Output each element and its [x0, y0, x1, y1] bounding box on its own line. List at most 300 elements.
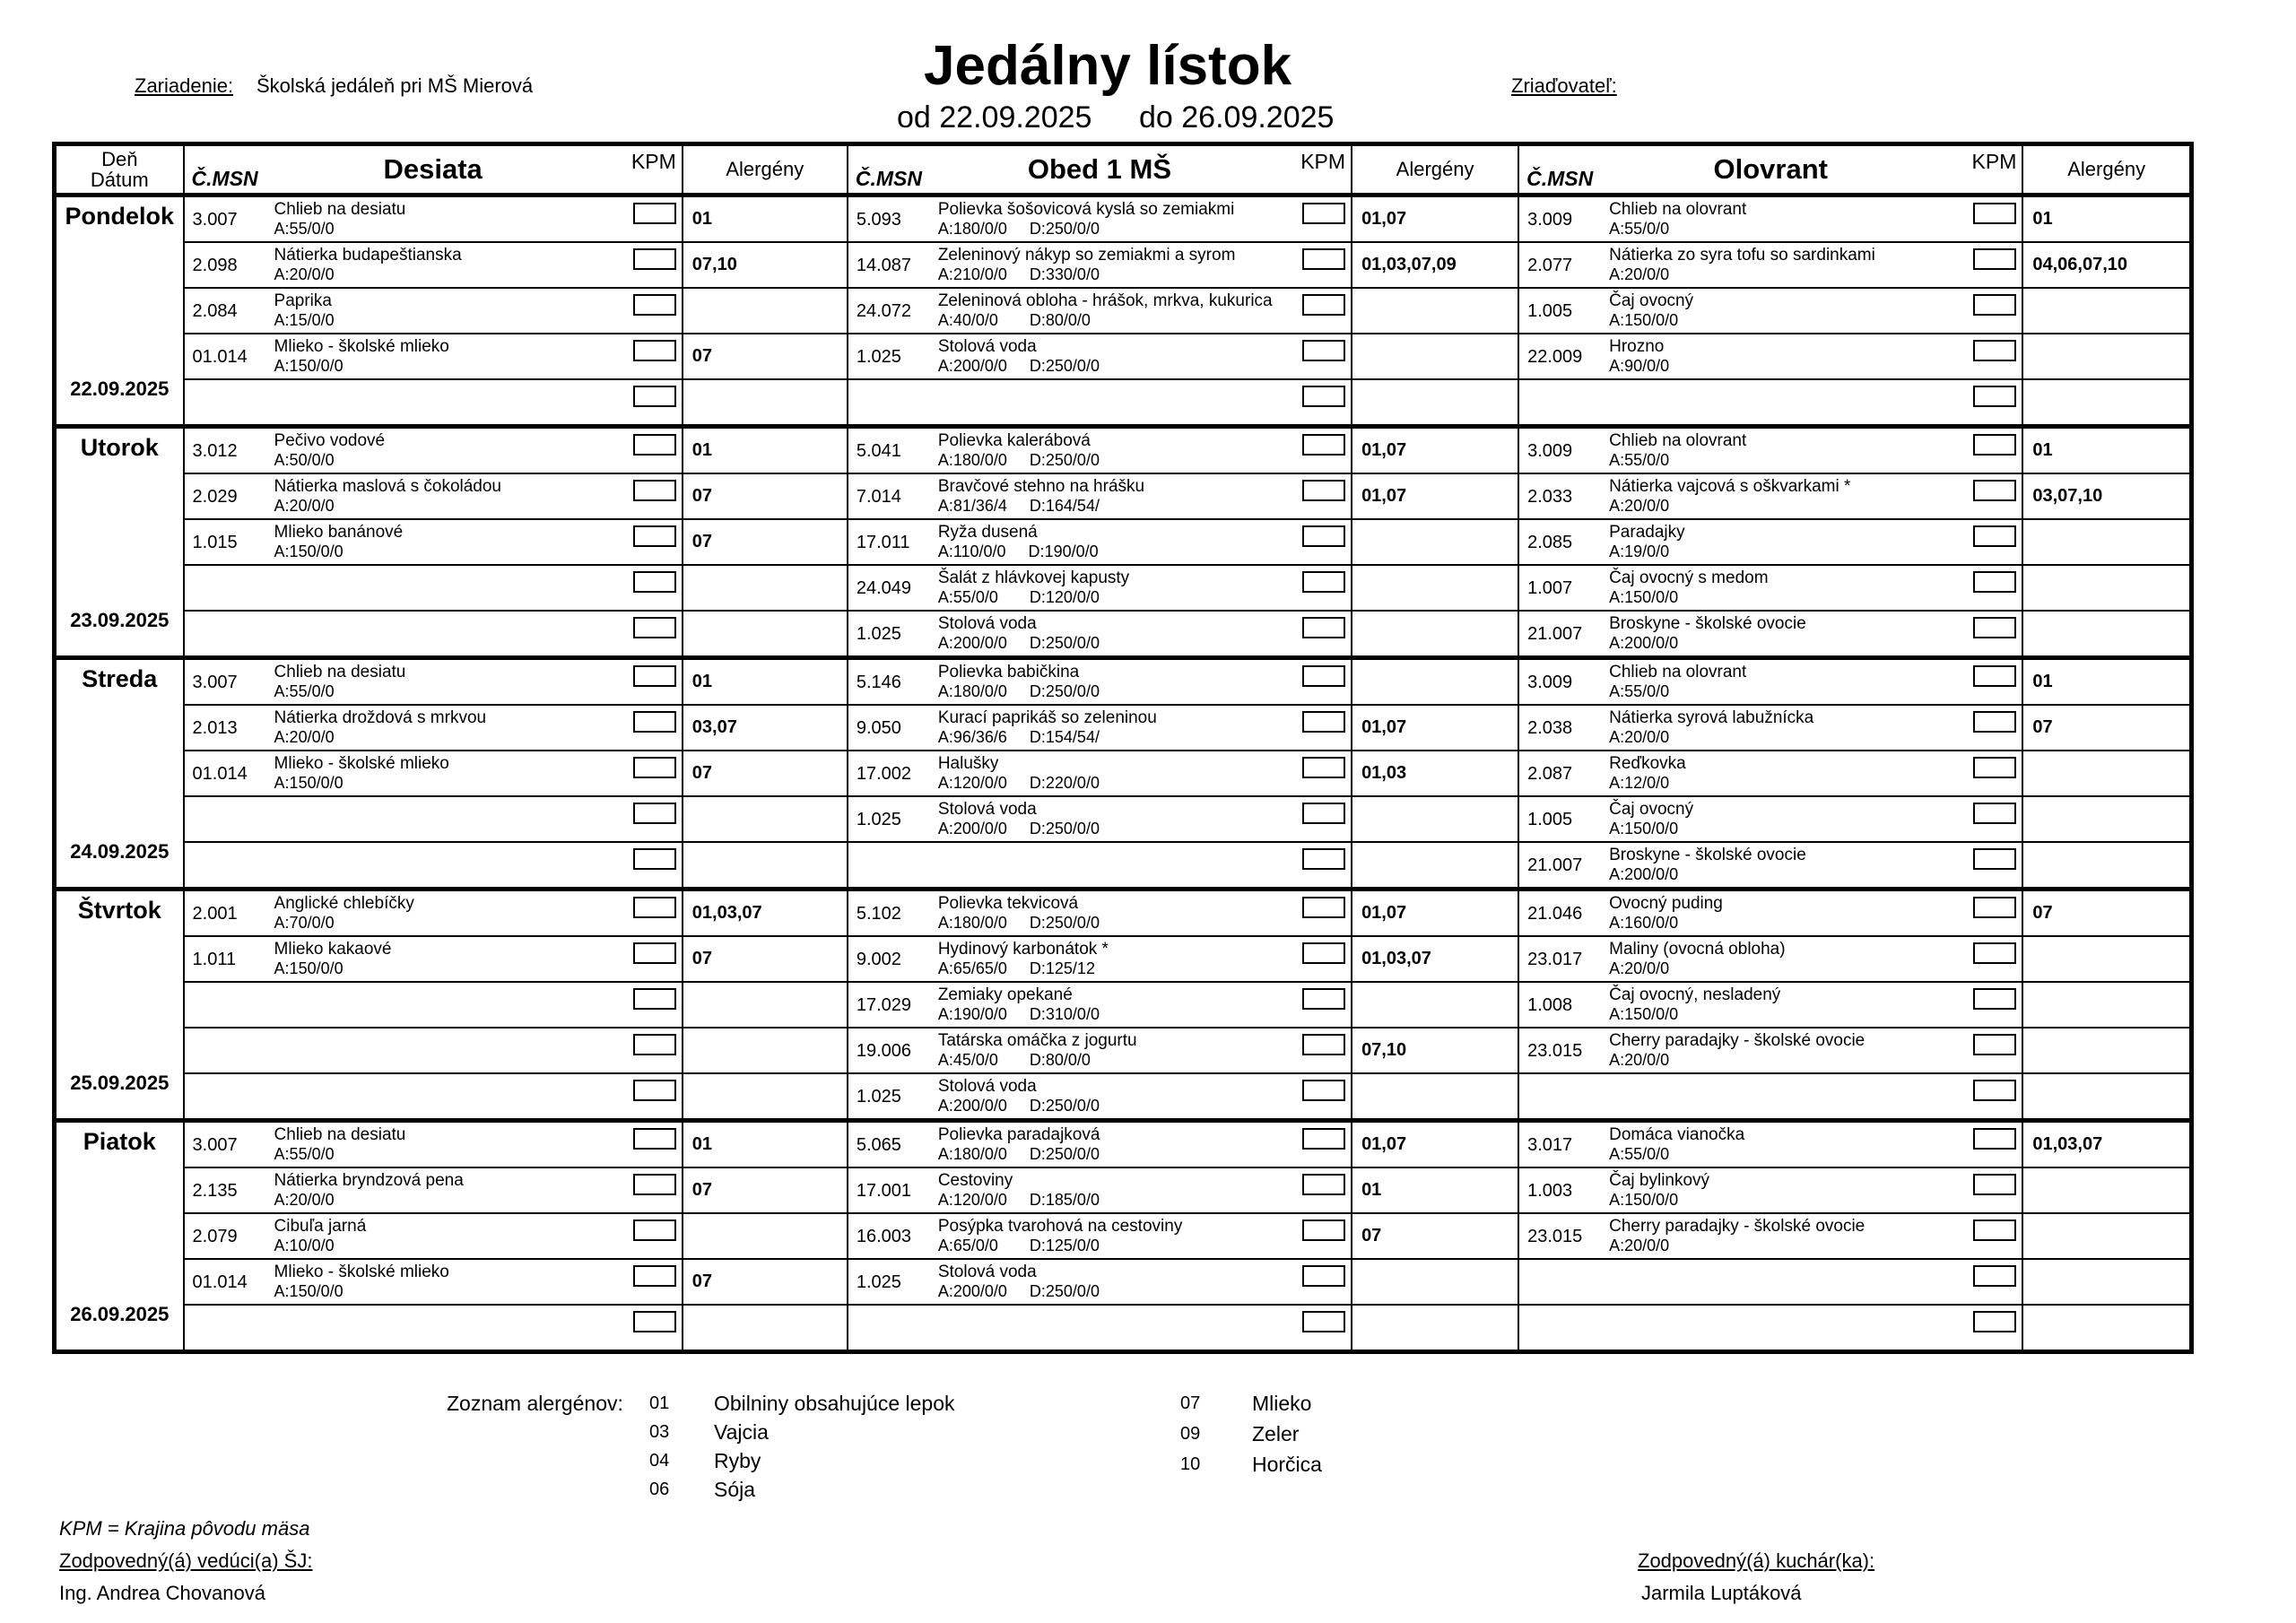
- menu-row: [55, 936, 2192, 982]
- item-portion: A:55/0/0: [274, 220, 335, 238]
- item-allergens: [2022, 1305, 2191, 1352]
- item-portion: A:20/0/0: [1609, 497, 1670, 515]
- kpm-box: [1302, 988, 1345, 1010]
- item-name: Ovocný puding: [1609, 894, 1723, 913]
- item-code: 3.009: [1527, 210, 1573, 230]
- msn-header: Č.MSN: [191, 167, 258, 190]
- kpm-box: [633, 848, 676, 870]
- kpm-box: [633, 1265, 676, 1287]
- kpm-header: KPM: [631, 150, 676, 173]
- item-allergens: 01: [683, 195, 848, 243]
- item-code: 1.025: [856, 1087, 901, 1107]
- kpm-box: [633, 1080, 676, 1101]
- menu-row: [55, 519, 2192, 565]
- day-name: Streda: [82, 665, 158, 692]
- meal-item-cell: [1518, 195, 2022, 243]
- menu-row: [55, 334, 2192, 379]
- meal-item-cell: [184, 242, 683, 288]
- kpm-box: [1973, 1265, 2016, 1287]
- menu-row: [55, 1121, 2192, 1168]
- meal-item-cell: [1518, 796, 2022, 842]
- item-allergens: 07: [683, 473, 848, 519]
- item-allergens: [1352, 565, 1518, 611]
- meal-item-cell: [184, 890, 683, 937]
- item-allergens: 07: [683, 334, 848, 379]
- meal-item-cell: [848, 890, 1352, 937]
- menu-row: [55, 890, 2192, 937]
- item-allergens: [2022, 1259, 2191, 1305]
- kpm-box: [1973, 1034, 2016, 1055]
- item-allergens: 01: [683, 658, 848, 706]
- kpm-box: [633, 942, 676, 964]
- item-portion: A:55/0/0: [274, 1145, 335, 1163]
- item-code: 17.001: [856, 1181, 911, 1201]
- legend-code: 01: [649, 1393, 670, 1413]
- meal-item-cell: [1518, 890, 2022, 937]
- item-code: 7.014: [856, 487, 901, 507]
- legend-name: Obilniny obsahujúce lepok: [714, 1392, 955, 1415]
- legend-name: Zeler: [1252, 1422, 1300, 1445]
- item-code: 1.005: [1527, 810, 1573, 829]
- item-code: 24.049: [856, 578, 911, 598]
- item-allergens: 07: [683, 751, 848, 796]
- item-portion: A:55/0/0 D:120/0/0: [937, 588, 1100, 606]
- menu-row: [55, 1259, 2192, 1305]
- meal-item-cell: [1518, 1305, 2022, 1352]
- item-portion: A:200/0/0: [1609, 865, 1679, 883]
- item-allergens: 01,03,07: [2022, 1121, 2191, 1168]
- meal-header-obed: Obed 1 MŠ: [1027, 153, 1172, 185]
- item-code: 3.009: [1527, 673, 1573, 692]
- item-code: 17.029: [856, 995, 911, 1015]
- item-name: Halušky: [937, 754, 999, 773]
- item-allergens: 07: [2022, 890, 2191, 937]
- meal-item-cell: [1518, 473, 2022, 519]
- item-name: Mlieko banánové: [274, 523, 404, 542]
- menu-row: [55, 751, 2192, 796]
- kpm-box: [1302, 848, 1345, 870]
- item-allergens: 01,03,07,09: [1352, 242, 1518, 288]
- item-name: Reďkovka: [1609, 754, 1686, 773]
- item-allergens: [683, 565, 848, 611]
- meal-item-cell: [184, 334, 683, 379]
- kpm-box: [1302, 1174, 1345, 1195]
- item-code: 23.015: [1527, 1227, 1583, 1246]
- kpm-box: [633, 1128, 676, 1150]
- item-name: Stolová voda: [937, 614, 1037, 633]
- date-header-label: Dátum: [90, 169, 149, 191]
- kpm-box: [1973, 1219, 2016, 1241]
- item-portion: A:150/0/0: [274, 357, 344, 375]
- kpm-box: [1973, 897, 2016, 918]
- item-allergens: 07,10: [683, 242, 848, 288]
- menu-row: [55, 1073, 2192, 1121]
- item-code: 5.093: [856, 210, 901, 230]
- item-portion: A:110/0/0 D:190/0/0: [937, 542, 1099, 560]
- item-portion: A:150/0/0: [1609, 820, 1679, 838]
- menu-row: [55, 288, 2192, 334]
- meal-item-cell: [848, 1073, 1352, 1121]
- kpm-box: [633, 897, 676, 918]
- item-allergens: [2022, 519, 2191, 565]
- day-date: 25.09.2025: [70, 1072, 170, 1094]
- kpm-box: [1302, 617, 1345, 638]
- kpm-box: [1302, 1265, 1345, 1287]
- kpm-box: [633, 340, 676, 361]
- kpm-box: [633, 1174, 676, 1195]
- item-code: 1.007: [1527, 578, 1573, 598]
- item-portion: A:20/0/0: [1609, 959, 1670, 977]
- legend-name: Ryby: [714, 1449, 761, 1472]
- item-code: 2.087: [1527, 764, 1573, 784]
- meal-item-cell: [848, 796, 1352, 842]
- item-allergens: 07: [1352, 1213, 1518, 1259]
- meal-item-cell: [1518, 519, 2022, 565]
- item-name: Maliny (ovocná obloha): [1609, 940, 1786, 959]
- meal-item-cell: [184, 1259, 683, 1305]
- header-row: [55, 144, 2192, 195]
- legend-name: Mlieko: [1252, 1392, 1312, 1415]
- day-date: 24.09.2025: [70, 840, 170, 863]
- meal-header-desiata: Desiata: [383, 153, 483, 185]
- meal-item-cell: [848, 1028, 1352, 1073]
- legend-code: 06: [649, 1480, 670, 1499]
- kpm-box: [633, 480, 676, 501]
- item-portion: A:20/0/0: [274, 1191, 335, 1209]
- menu-row: [55, 842, 2192, 890]
- item-portion: A:150/0/0: [1609, 588, 1679, 606]
- item-portion: A:65/65/0 D:125/12: [937, 959, 1095, 977]
- item-portion: A:120/0/0 D:220/0/0: [937, 774, 1100, 792]
- item-name: Cherry paradajky - školské ovocie: [1609, 1217, 1866, 1236]
- kpm-box: [633, 248, 676, 270]
- meal-item-cell: [848, 473, 1352, 519]
- kpm-box: [1973, 248, 2016, 270]
- kpm-box: [1973, 617, 2016, 638]
- item-code: 1.025: [856, 1272, 901, 1292]
- item-allergens: [683, 1213, 848, 1259]
- day-header-label: Deň: [101, 148, 138, 170]
- kpm-box: [1973, 203, 2016, 224]
- kpm-box: [1973, 803, 2016, 824]
- kpm-box: [1973, 665, 2016, 687]
- meal-item-cell: [848, 1305, 1352, 1352]
- meal-item-cell: [184, 565, 683, 611]
- manager-name: Ing. Andrea Chovanová: [59, 1582, 265, 1604]
- allergens-header: Alergény: [1352, 144, 1518, 195]
- meal-item-cell: [1518, 242, 2022, 288]
- item-portion: A:190/0/0 D:310/0/0: [937, 1005, 1100, 1023]
- item-portion: A:180/0/0 D:250/0/0: [937, 220, 1100, 238]
- meal-item-cell: [848, 936, 1352, 982]
- item-code: 17.011: [856, 533, 910, 552]
- menu-row: [55, 565, 2192, 611]
- item-portion: A:180/0/0 D:250/0/0: [937, 1145, 1100, 1163]
- item-name: Polievka šošovicová kyslá so zemiakmi: [937, 200, 1235, 219]
- allergens-header: Alergény: [2022, 144, 2191, 195]
- item-allergens: [683, 611, 848, 658]
- menu-row: [55, 242, 2192, 288]
- item-allergens: 01,03,07: [1352, 936, 1518, 982]
- item-allergens: [1352, 1305, 1518, 1352]
- meal-item-cell: [848, 242, 1352, 288]
- meal-item-cell: [848, 1213, 1352, 1259]
- kpm-box: [1302, 434, 1345, 456]
- item-code: 22.009: [1527, 347, 1583, 367]
- cook-name: Jarmila Luptáková: [1641, 1582, 1802, 1604]
- kpm-box: [1973, 988, 2016, 1010]
- item-portion: A:150/0/0: [1609, 1005, 1679, 1023]
- item-allergens: [2022, 796, 2191, 842]
- item-allergens: 01: [683, 427, 848, 474]
- item-code: 3.007: [192, 1135, 238, 1155]
- item-portion: A:150/0/0: [274, 1282, 344, 1300]
- item-portion: A:81/36/4 D:164/54/: [937, 497, 1100, 515]
- legend-code: 09: [1180, 1424, 1201, 1444]
- item-name: Stolová voda: [937, 1077, 1037, 1096]
- kpm-box: [1973, 1174, 2016, 1195]
- item-portion: A:65/0/0 D:125/0/0: [937, 1237, 1100, 1254]
- kpm-box: [1973, 480, 2016, 501]
- meal-item-cell: [1518, 705, 2022, 751]
- meal-item-cell: [1518, 611, 2022, 658]
- legend-name: Sója: [714, 1478, 756, 1501]
- day-cell: [55, 195, 184, 427]
- item-name: Stolová voda: [937, 1263, 1037, 1281]
- item-portion: A:55/0/0: [1609, 1145, 1670, 1163]
- item-name: Čaj ovocný: [1609, 800, 1694, 819]
- page-title: Jedálny lístok: [924, 35, 1292, 97]
- item-allergens: 07: [683, 1259, 848, 1305]
- item-portion: A:200/0/0 D:250/0/0: [937, 634, 1100, 652]
- legend-name: Vajcia: [714, 1420, 769, 1444]
- item-portion: A:200/0/0 D:250/0/0: [937, 820, 1100, 838]
- day-cell: [55, 890, 184, 1121]
- meal-item-cell: [848, 751, 1352, 796]
- item-portion: A:20/0/0: [1609, 265, 1670, 283]
- kpm-box: [1302, 571, 1345, 593]
- item-allergens: 01,03: [1352, 751, 1518, 796]
- menu-row: [55, 1213, 2192, 1259]
- meal-item-cell: [1518, 288, 2022, 334]
- kpm-box: [1973, 942, 2016, 964]
- meal-item-cell: [184, 1121, 683, 1168]
- item-name: Kurací paprikáš so zeleninou: [937, 708, 1157, 727]
- item-allergens: [1352, 288, 1518, 334]
- item-allergens: [1352, 1073, 1518, 1121]
- item-code: 1.015: [192, 533, 238, 552]
- item-allergens: [683, 796, 848, 842]
- kpm-box: [1973, 848, 2016, 870]
- kpm-box: [1302, 1080, 1345, 1101]
- legend-code: 04: [649, 1451, 670, 1471]
- kpm-box: [1302, 1311, 1345, 1332]
- item-name: Polievka tekvicová: [937, 894, 1079, 913]
- item-portion: A:55/0/0: [1609, 220, 1670, 238]
- item-portion: A:70/0/0: [274, 914, 335, 932]
- item-portion: A:160/0/0: [1609, 914, 1679, 932]
- meal-item-cell: [184, 982, 683, 1028]
- meal-item-cell: [1518, 658, 2022, 706]
- item-allergens: 07: [2022, 705, 2191, 751]
- meal-item-cell: [184, 379, 683, 427]
- item-name: Nátierka syrová labužnícka: [1609, 708, 1814, 727]
- item-code: 17.002: [856, 764, 911, 784]
- item-allergens: [1352, 842, 1518, 890]
- item-allergens: [2022, 1167, 2191, 1213]
- meal-item-cell: [184, 1167, 683, 1213]
- meal-item-cell: [848, 565, 1352, 611]
- meal-item-cell: [184, 936, 683, 982]
- item-allergens: 07: [683, 936, 848, 982]
- meal-item-cell: [848, 1167, 1352, 1213]
- meal-item-cell: [1518, 1213, 2022, 1259]
- item-code: 19.006: [856, 1041, 911, 1061]
- item-code: 1.025: [856, 624, 901, 644]
- kpm-box: [633, 757, 676, 778]
- item-code: 5.102: [856, 904, 901, 924]
- item-name: Stolová voda: [937, 800, 1037, 819]
- item-name: Domáca vianočka: [1609, 1125, 1745, 1144]
- item-portion: A:96/36/6 D:154/54/: [937, 728, 1100, 746]
- item-allergens: 07: [683, 519, 848, 565]
- item-portion: A:19/0/0: [1609, 542, 1670, 560]
- item-code: 9.002: [856, 950, 901, 969]
- item-allergens: [683, 379, 848, 427]
- item-portion: A:150/0/0: [274, 959, 344, 977]
- item-allergens: 04,06,07,10: [2022, 242, 2191, 288]
- kpm-box: [1302, 665, 1345, 687]
- meal-item-cell: [848, 658, 1352, 706]
- item-allergens: [2022, 936, 2191, 982]
- item-allergens: [1352, 611, 1518, 658]
- item-name: Mlieko - školské mlieko: [274, 337, 449, 356]
- kpm-box: [1302, 942, 1345, 964]
- facility-value: Školská jedáleň pri MŠ Mierová: [257, 74, 534, 97]
- meal-item-cell: [1518, 427, 2022, 474]
- manager-label: Zodpovedný(á) vedúci(a) ŠJ:: [59, 1549, 313, 1572]
- item-name: Mlieko kakaové: [274, 940, 392, 959]
- item-portion: A:150/0/0: [274, 774, 344, 792]
- meal-item-cell: [184, 1073, 683, 1121]
- kpm-box: [1973, 711, 2016, 733]
- item-portion: A:10/0/0: [274, 1237, 335, 1254]
- kpm-box: [633, 665, 676, 687]
- day-cell: [55, 427, 184, 658]
- kpm-box: [1302, 1128, 1345, 1150]
- olovrant-header: [1518, 144, 2022, 195]
- item-code: 24.072: [856, 301, 911, 321]
- item-allergens: [683, 1073, 848, 1121]
- legend-name: Horčica: [1252, 1453, 1322, 1476]
- item-allergens: [2022, 1028, 2191, 1073]
- date-to: do 26.09.2025: [1139, 100, 1335, 135]
- item-portion: A:210/0/0 D:330/0/0: [937, 265, 1100, 283]
- item-portion: A:20/0/0: [1609, 1051, 1670, 1069]
- meal-item-cell: [848, 842, 1352, 890]
- item-code: 01.014: [192, 1272, 248, 1292]
- item-portion: A:150/0/0: [1609, 1191, 1679, 1209]
- item-name: Šalát z hlávkovej kapusty: [937, 568, 1130, 587]
- menu-row: [55, 705, 2192, 751]
- meal-item-cell: [184, 751, 683, 796]
- meal-item-cell: [1518, 1028, 2022, 1073]
- item-allergens: 01: [683, 1121, 848, 1168]
- kpm-box: [1302, 203, 1345, 224]
- kpm-box: [1302, 294, 1345, 316]
- menu-row: [55, 1167, 2192, 1213]
- kpm-box: [1302, 386, 1345, 407]
- item-name: Čaj ovocný s medom: [1609, 568, 1769, 587]
- meal-item-cell: [848, 427, 1352, 474]
- meal-item-cell: [848, 1259, 1352, 1305]
- item-allergens: 01: [2022, 195, 2191, 243]
- meal-item-cell: [1518, 1121, 2022, 1168]
- item-allergens: [2022, 1073, 2191, 1121]
- item-name: Anglické chlebíčky: [274, 894, 414, 913]
- item-code: 14.087: [856, 256, 911, 275]
- meal-header-olovrant: Olovrant: [1713, 153, 1828, 185]
- item-code: 2.085: [1527, 533, 1573, 552]
- kpm-box: [633, 434, 676, 456]
- item-code: 5.041: [856, 441, 901, 461]
- item-name: Hrozno: [1609, 337, 1665, 356]
- kpm-header: KPM: [1971, 150, 2017, 173]
- item-name: Broskyne - školské ovocie: [1609, 846, 1806, 864]
- item-allergens: 01: [2022, 427, 2191, 474]
- item-code: 2.098: [192, 256, 238, 275]
- item-allergens: [683, 288, 848, 334]
- kpm-box: [633, 1219, 676, 1241]
- item-code: 3.007: [192, 673, 238, 692]
- item-allergens: [683, 982, 848, 1028]
- allergens-header: Alergény: [683, 144, 848, 195]
- kpm-box: [633, 988, 676, 1010]
- kpm-box: [1973, 571, 2016, 593]
- menu-row: [55, 611, 2192, 658]
- item-name: Čaj ovocný, nesladený: [1609, 985, 1781, 1004]
- item-allergens: [1352, 796, 1518, 842]
- founder-label: Zriaďovateľ:: [1511, 74, 1617, 97]
- item-name: Čaj bylinkový: [1609, 1171, 1710, 1190]
- item-code: 2.013: [192, 718, 238, 738]
- item-portion: A:40/0/0 D:80/0/0: [937, 311, 1091, 329]
- kpm-box: [633, 711, 676, 733]
- item-name: Mlieko - školské mlieko: [274, 1263, 449, 1281]
- item-code: 23.015: [1527, 1041, 1583, 1061]
- item-name: Nátierka droždová s mrkvou: [274, 708, 487, 727]
- kpm-box: [1973, 525, 2016, 547]
- kpm-box: [1302, 1219, 1345, 1241]
- facility-label: Zariadenie:: [135, 74, 234, 97]
- item-allergens: 01,07: [1352, 1121, 1518, 1168]
- item-portion: A:55/0/0: [1609, 682, 1670, 700]
- item-code: 2.084: [192, 301, 238, 321]
- meal-item-cell: [184, 519, 683, 565]
- menu-row: [55, 427, 2192, 474]
- item-portion: A:180/0/0 D:250/0/0: [937, 914, 1100, 932]
- item-code: 3.009: [1527, 441, 1573, 461]
- menu-row: [55, 658, 2192, 706]
- item-code: 9.050: [856, 718, 901, 738]
- meal-item-cell: [1518, 982, 2022, 1028]
- meal-item-cell: [1518, 334, 2022, 379]
- item-allergens: [2022, 982, 2191, 1028]
- kpm-box: [1302, 480, 1345, 501]
- item-code: 1.025: [856, 347, 901, 367]
- item-allergens: [2022, 334, 2191, 379]
- item-name: Bravčové stehno na hrášku: [937, 477, 1145, 496]
